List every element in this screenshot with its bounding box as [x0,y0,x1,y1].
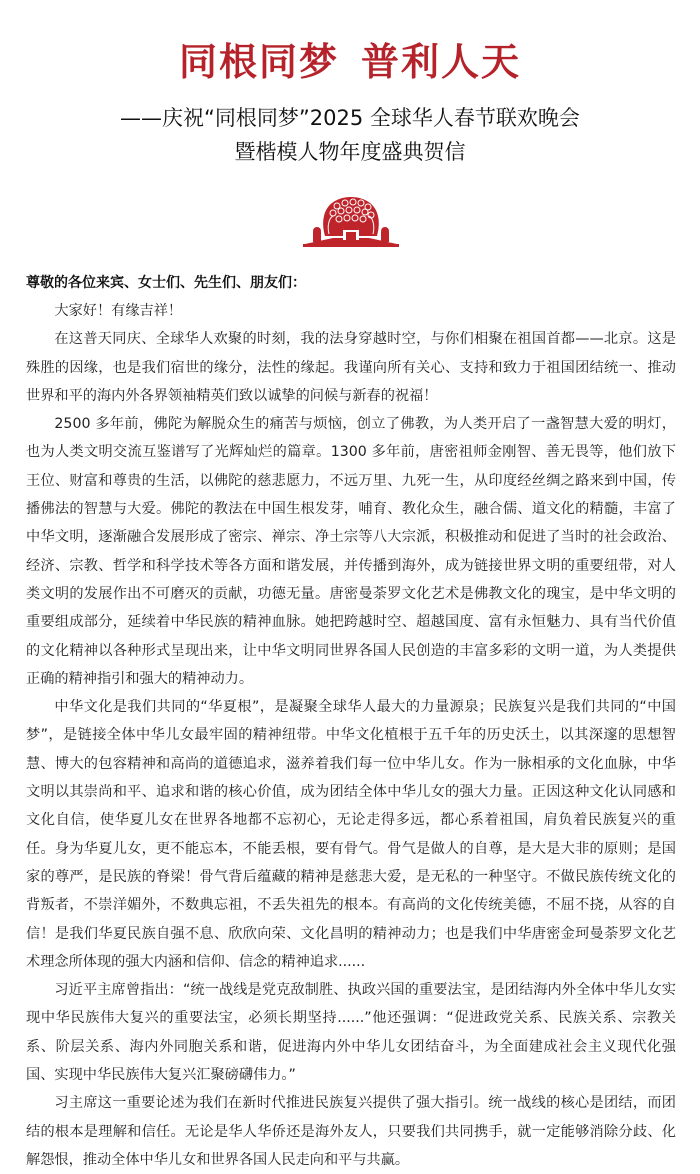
subtitle-line-1: ——庆祝“同根同梦”2025 全球华人春节联欢晚会 [120,106,580,130]
page-title [0,38,700,86]
paragraph-opening: 大家好！有缘吉祥！ [54,303,183,319]
paragraph-welcome: 在这普天同庆、全球华人欢聚的时刻，我的法身穿越时空，与你们相聚在祖国首都——北京。这是殊胜的因缘，也是我们宿世的缘分，法性的缘起。我谨向所有关心、支持和致力于祖国团结统一、推动世界和平的海内外各界领袖精英们致以诚挚的问候与新春的祝福！ [26,331,676,404]
title-part-2: 普利人天 [361,39,522,84]
letter-greeting: 尊敬的各位来宾、女士们、先生们、朋友们： [26,275,306,291]
subtitle-line-2: 暨楷模人物年度盛典贺信 [234,140,466,164]
paragraph-closing: 习主席这一重要论述为我们在新时代推进民族复兴提供了强大指引。统一战线的核心是团结，而团结的根本是理解和信任。无论是华人华侨还是海外友人，只要我们共同携手，就一定能够消除分歧、化解怨恨，推动全体中华儿女和世界各国人民走向和平与共赢。 [26,1095,676,1168]
paragraph-quote: 习近平主席曾指出：“统一战线是党克敌制胜、执政兴国的重要法宝，是团结海内外全体中华儿女实现中华民族伟大复兴的重要法宝，必须长期坚持......”他还强调：“促进政党关系、民族关系、宗教关系、阶层关系、海内外同胞关系和谐，促进海内外中华儿女团结奋斗，为全面建成社会主义现代化强国、实现中华民族伟大复兴汇聚磅礴伟力。” [26,982,676,1084]
paragraph-culture: 中华文化是我们共同的“华夏根”，是凝聚全球华人最大的力量源泉；民族复兴是我们共同的“中国梦”，是链接全体中华儿女最牢固的精神纽带。中华文化植根于五千年的历史沃土，以其深邃的思想智慧、博大的包容精神和高尚的道德追求，滋养着我们每一位中华儿女。作为一脉相承的文化血脉，中华文明以其崇尚和平、追求和谐的核心价值，成为团结全体中华儿女的强大力量。正因这种文化认同感和文化自信，使华夏儿女在世界各地都不忘初心，无论走得多远，都心系着祖国，肩负着民族复兴的重任。身为华夏儿女，更不能忘本，不能丢根，要有骨气。骨气是做人的自尊，是大是大非的原则；是国家的尊严，是民族的脊梁！骨气背后蕴藏的精神是慈悲大爱，是无私的一种坚守。不做民族传统文化的背叛者，不崇洋媚外，不数典忘祖，不丢失祖先的根本。有高尚的文化传统美德，不屈不挠，从容的自信！是我们华夏民族自强不息、欣欣向荣、文化昌明的精神动力；也是我们中华唐密金珂曼荼罗文化艺术理念所体现的强大内涵和信仰、信念的精神追求...... [26,699,676,970]
lotus-mandala-emblem-icon [303,192,399,250]
paragraph-history: 2500 多年前，佛陀为解脱众生的痛苦与烦恼，创立了佛教，为人类开启了一盏智慧大爱的明灯，也为人类文明交流互鉴谱写了光辉灿烂的篇章。1300 多年前，唐密祖师金刚智、善无畏等，他们放下王位、财富和尊贵的生活，以佛陀的慈悲愿力，不远万里、九死一生，从印度经丝绸之路来到中国，传播佛法的智慧与大爱。佛陀的教法在中国生根发芽，哺育、教化众生，融合儒、道文化的精髓，丰富了中华文明，逐渐融合发展形成了密宗、禅宗、净土宗等八大宗派，积极推动和促进了当时的社会政治、经济、宗教、哲学和科学技术等各方面和谐发展，并传播到海外，成为链接世界文明的重要纽带，对人类文明的发展作出不可磨灭的贡献，功德无量。唐密曼荼罗文化艺术是佛教文化的瑰宝，是中华文明的重要组成部分，延续着中华民族的精神血脉。她把跨越时空、超越国度、富有永恒魅力、具有当代价值的文化精神以各种形式呈现出来，让中华文明同世界各国人民创造的丰富多彩的文明一道，为人类提供正确的精神指引和强大的精神动力。 [26,416,676,687]
title-part-1: 同根同梦 [178,39,339,84]
letter-body [26,297,676,1174]
